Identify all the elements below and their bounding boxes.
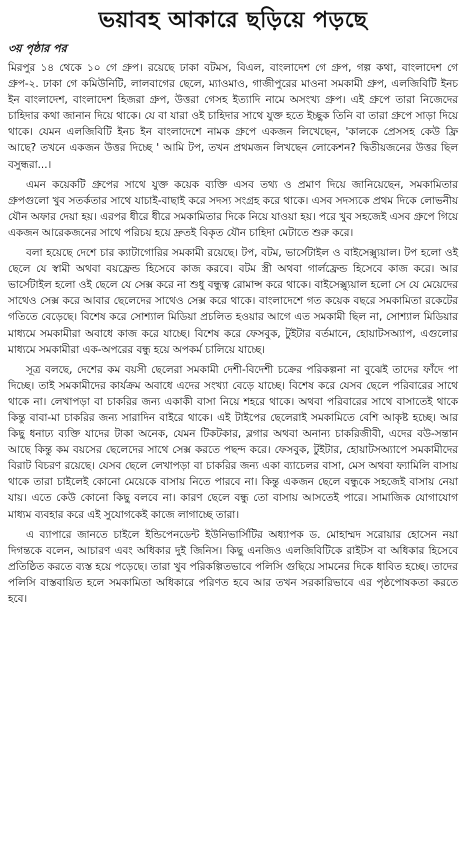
article-headline: ভয়াবহ আকারে ছড়িয়ে পড়ছে <box>98 8 368 33</box>
article-paragraph: সূত্র বলছে, দেশের কম বয়সী ছেলেরা সমকামী দেশী-বিদেশী চক্রের পরিকল্পনা না বুঝেই তাদের ফাঁদে পা দিচ্ছে। তাই সমকামীদের কার্যক্রম অবাধে এদের সংখ্যা বেড়ে যাচ্ছে। বিশেষ করে যেসব ছেলে পরিবারের সাথে থাকে না। লেখাপড়া বা চাকরির জন্য একাকী বাসা নিয়ে শহরে থাকে। অথবা পরিবারের সাথে বাসাতেই থাকে কিন্তু বাবা-মা চাকরির জন্য সারাদিন বাইরে থাকে। এই টাইপের ছেলেরাই সমকামিতে বেশি আকৃষ্ট হচ্ছে। আর কিছু ধনাঢ্য ব্যক্তি যাদের টাকা অনেক, যেমন টিকটকার, ব্লগার অথবা অনান্য চাকরিজীবী, এদের বউ-সন্তান আছে কিন্তু কম বয়সের ছেলেদের সাথে সেক্স করতে পছন্দ করে। ফেসবুক, টুইটার, হোয়াটসঅ্যাপে সমকামীদের বিরাট বিচরণ রয়েছে। যেসব ছেলে লেখাপড়া বা চাকরির জন্য একা ব্যাচেলর বাসা, মেস অথবা ফ্যামিলি বাসায় থাকে তারা চাইলেই কোনো মেয়েকে বাসায় নিতে পারবে না। কিন্তু একজন ছেলে বন্ধুকে সহজেই বাসায় নেয়া যায়। এতে কেউ কোনো কিছু বলবে না। কারণ ছেলে বন্ধু তো বাসায় আসতেই পারে। সামাজিক যোগাযোগ মাধ্যম ব্যবহার করে এই সুযোগকেই কাজে লাগাচ্ছে তারা। <box>8 363 458 521</box>
article-paragraph: মিরপুর ১৪ থেকে ১০ গে গ্রুপ। রয়েছে ঢাকা বটমস, বিএল, বাংলাদেশ গে গ্রুপ, গল্প কথা, বাংলাদেশ গে গ্রুপ-২. ঢাকা গে কমিউনিটি, লালবাগের ছেলে, ম্যাওমাও, গাজীপুরের মাওনা সমকামী গ্রুপ, এলজিবিটি ইনচ ইন বাংলাদেশ, বাংলাদেশ হিজরা গ্রুপ, উত্তরা গেসহ ইত্যাদি নামে অসংখ্য গ্রুপ। এই গ্রুপে তারা নিজেদের চাহিদার কথা জানান দিয়ে থাকে। যে বা যারা ওই চাহিদার সাথে যুক্ত হতে ইচ্ছুক তিনি বা তারা গ্রুপে সাড়া দিয়ে থাকে। যেমন এলজিবিটি ইনচ ইন বাংলাদেশে নামক গ্রুপে একজন লিখেছেন, 'কালকে প্রেসসহ কেউ ফ্রি আছে? তখনে একজন উত্তর দিচ্ছে ' আমি টপ, তখন প্রথমজন লিখছেন লোকেশন? দ্বিতীয়জনের উত্তর ছিল বসুন্ধরা...। <box>8 62 458 171</box>
article-paragraph: এমন কয়েকটি গ্রুপের সাথে যুক্ত কয়েক ব্যক্তি এসব তথ্য ও প্রমাণ দিয়ে জানিয়েছেন, সমকামিতার গ্রুপগুলো খুব সতর্কতার সাথে যাচাই-বাছাই করে সদস্য সংগ্রহ করে থাকে। এসব সদস্যকে প্রথম দিকে লোভনীয় যৌন অফার দেয়া হয়। এরপর ধীরে ধীরে সমকামিতার দিকে নিয়ে যাওয়া হয়। পরে খুব সহজেই এসব গ্রুপে গিয়ে একজন আরেকজনের সাথে পরিচয় হয়ে দ্রুতই বিকৃত যৌন চাহিদা মেটাতে শুরু করে। <box>8 178 458 239</box>
article-paragraph: বলা হয়েছে দেশে চার ক্যাটাগোরির সমকামী রয়েছে। টপ, বটম, ভার্সেটাইল ও বাইসেক্স্যুয়াল। টপ হলো ওই ছেলে যে স্বামী অথবা বয়ফ্রেন্ড হিসেবে কাজ করবে। বটম স্ত্রী অথবা গার্লফ্রেন্ড হিসেবে কাজ করে। আর ভার্সেটাইল হলো ওই ছেলে যে সেক্স করে না শুধু বন্ধুত্ব রোমান্স করে থাকে। বাইসেক্স্যুয়াল হলো সে যে মেয়েদের সাথেও সেক্স করে আবার ছেলেদের সাথেও সেক্স করে থাকে। বাংলাদেশে গত কয়েক বছরে সমকামিতা রকেটের গতিতে বেড়েছে। বিশেষ করে সোশ্যাল মিডিয়া প্রচলিত হওয়ার আগে এত সমকামী ছিল না, সোশ্যাল মিডিয়ার মাধ্যমে সমকামীরা অবাধে কাজ করে যাচ্ছে। বিশেষ করে ফেসবুক, টুইটার বর্তমানে, হোয়াটসঅ্যাপ, এগুলোর মাধ্যমে সমকামীরা এক-অপরের বন্ধু হয়ে অপকর্ম চালিয়ে যাচ্ছে। <box>8 247 458 356</box>
continued-from-label: ৩য় পৃষ্ঠার পর <box>8 42 67 55</box>
article-paragraph: এ ব্যাপারে জানতে চাইলে ইন্ডিপেনডেন্ট ইউনিভার্সিটির অধ্যাপক ড. মোহাম্মদ সরোয়ার হোসেন নয়া দিগন্তকে বলেন, আচারণ এবং অধিকার দুই জিনিস। কিছু এনজিও এলজিবিটিকে রাইটস বা অধিকার হিসেবে প্রতিষ্ঠিত করতে ব্যস্ত হয়ে পড়েছে। তারা খুব পরিকল্পিতভাবে পলিসি গুছিয়ে সামনের দিকে ধাবিত হচ্ছে। তাদের পলিসি বাস্তবায়িত হলে সমকামিতা অধিকারে পরিণত হবে আর তখন সরকারিভাবে এর পৃষ্ঠপোষকতা করতে হবে। <box>8 528 458 605</box>
